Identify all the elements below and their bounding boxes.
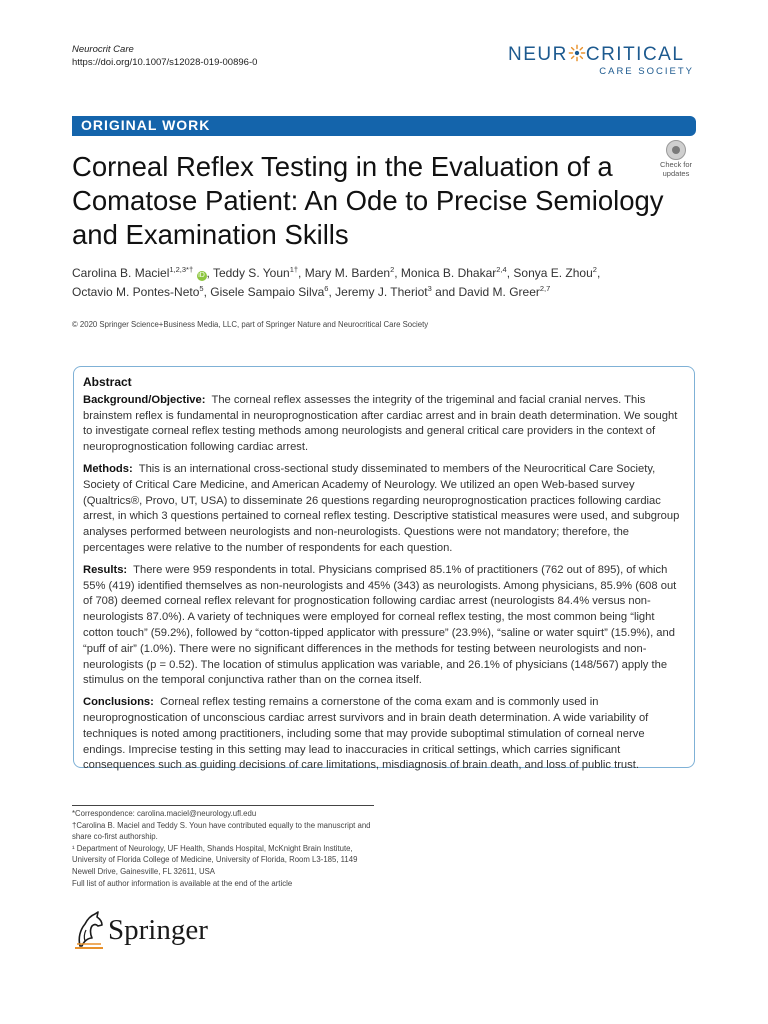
abstract-section-text: This is an international cross-sectional study disseminated to members of the Neurocritical Care Society, Society of Critical Care Medicine, and American Academy of Neurology. We utilized an open Web-based survey (Qualtrics®, Provo, UT, USA) to disseminate 26 questions regarding neuroprognostication practices following cardiac arrest, in which 3 questions pertained to corneal reflex testing. Descriptive statistical measures were used, and subgroup analyses performed between neurologists and non-neurologists. Questions were not mandatory; therefore, the percentages were relative to the number of respondents for each question. (83, 462, 680, 554)
starburst-icon (568, 44, 586, 62)
abstract-results (83, 563, 685, 689)
abstract-section-label: Methods: (83, 462, 133, 475)
abstract-section-text: Corneal reflex testing remains a cornerstone of the coma exam and is commonly used in neuroprognostication of unconscious cardiac arrest survivors and in brain death determination. A wide variability of techniques is noted among practitioners, including some that may provide suboptimal stimulation of corneal nerve endings. Imprecise testing in this setting may lead to inaccuracies in critical settings, which carries significant consequences such as guiding decisions of care limitations, misdiagnosis of brain death, and loss of public trust. (83, 696, 649, 772)
neurocritical-care-society-logo (508, 44, 698, 80)
copyright-line: © 2020 Springer Science+Business Media, LLC, part of Springer Nature and Neurocritical Care Society (72, 320, 429, 329)
journal-name: Neurocrit Care (72, 44, 134, 55)
author-affiliation: 1† (289, 265, 299, 274)
abstract-methods (83, 462, 685, 557)
springer-wordmark: Springer (108, 914, 208, 946)
check-for-updates-icon (666, 140, 686, 160)
affiliation-footnote: ¹ Department of Neurology, UF Health, Shands Hospital, McKnight Brain Institute, University of Florida College of Medicine, University of Florida, Room L3-185, 1149 Newell Drive, Gainesville, FL 32611, USA (72, 843, 358, 876)
abstract-section-label: Background/Objective: (83, 393, 206, 406)
author-affiliation: 2,4 (496, 265, 507, 274)
author-info-footnote: Full list of author information is available at the end of the article (72, 878, 293, 888)
article-title: Corneal Reflex Testing in the Evaluation of a Comatose Patient: An Ode to Precise Semiology and Examination Skills (72, 151, 664, 250)
abstract-conclusions (83, 695, 685, 774)
author-affiliation: 1,2,3*† (169, 265, 194, 274)
abstract-box (73, 366, 695, 772)
springer-horse-icon (72, 910, 106, 950)
author-name[interactable]: Mary M. Barden (304, 266, 391, 280)
abstract-section-text: There were 959 respondents in total. Physicians comprised 85.1% of practitioners (762 out of 895), of which 55% (419) identified themselves as non-neurologists and 45% (343) as neurologists. Among physicians, 85.9% (608 out of 708) deemed corneal reflex relevant for prognostication following cardiac arrest (neurologists 84.4% versus non-neurologists 87.0%). A variety of techniques were employed for corneal reflex testing, the most common being “light cotton touch” (59.2%), followed by “cotton-tipped applicator with pressure” (23.9%), “saline or water squirt” (15.9%), and “puff of air” (1.0%). There were no significant differences in the methods for testing between neurologists and non-neurologists (p = 0.52). The location of stimulus application was variable, and 26.1% of physicians (148/567) apply the stimulus on the temporal conjunctiva rather than on the cornea itself. (83, 563, 677, 687)
author-name[interactable]: Carolina B. Maciel (72, 266, 170, 280)
author-name[interactable]: David M. Greer (458, 285, 540, 299)
author-affiliation: 6 (324, 284, 329, 293)
co-first-author-footnote: †Carolina B. Maciel and Teddy S. Youn have contributed equally to the manuscript and share co-first authorship. (72, 820, 371, 842)
section-label-bar (72, 116, 696, 136)
orcid-icon[interactable]: iD (198, 272, 205, 279)
check-for-updates-badge[interactable] (657, 140, 695, 180)
author-name[interactable]: Monica B. Dhakar (400, 266, 497, 280)
abstract-background (83, 393, 685, 456)
author-name[interactable]: Jeremy J. Theriot (335, 285, 428, 299)
abstract-section-label: Conclusions: (83, 696, 154, 709)
section-label: ORIGINAL WORK (81, 117, 211, 133)
doi-link[interactable]: https://doi.org/10.1007/s12028-019-00896-0 (72, 57, 258, 68)
abstract-heading: Abstract (83, 375, 132, 389)
author-name[interactable]: Sonya E. Zhou (513, 266, 593, 280)
author-list: Carolina B. Maciel$^{1,2,3*\dagger}$ iD , Teddy S. Youn$^{1\dagger}$, Mary M. Barden$^2$, Monica B. Dhakar$^{2,4}$, Sonya E. Zhou$^2$, Octavio M. Pontes-Neto$^5$, Gisele Sampaio Silva$^6$, Jeremy J. Theriot$^3$ and David M. Greer$^{2,7}$ (72, 265, 601, 299)
footnotes (72, 808, 372, 889)
journal-header (72, 43, 257, 69)
author-name[interactable]: Gisele Sampaio Silva (210, 285, 325, 299)
author-affiliation: 2 (390, 265, 395, 274)
author-name[interactable]: Teddy S. Youn (212, 266, 290, 280)
abstract-section-text: The corneal reflex assesses the integrity of the trigeminal and facial cranial nerves. This brainstem reflex is fundamental in neuroprognostication after cardiac arrest and in brain death determination. We sought to investigate corneal reflex testing methods among neurologists and general critical care providers in the context of neuroprognostication following cardiac arrest. (83, 393, 678, 454)
author-affiliation: 3 (427, 284, 432, 293)
check-for-updates-line1: Check for (659, 160, 693, 169)
logo-text-critical: CRITICAL (585, 44, 685, 65)
footnote-divider (72, 805, 374, 806)
springer-logo (72, 910, 232, 950)
check-for-updates-line2: updates (662, 168, 690, 178)
author-affiliation: 5 (199, 284, 204, 293)
logo-text-care-society: CARE SOCIETY (599, 66, 694, 77)
author-affiliation: 2 (592, 265, 597, 274)
author-affiliation: 2,7 (539, 284, 551, 293)
correspondence-footnote[interactable]: *Correspondence: carolina.maciel@neurology.ufl.edu (72, 809, 257, 818)
author-name[interactable]: Octavio M. Pontes-Neto (72, 285, 200, 299)
logo-text-neur: NEUR (508, 44, 568, 65)
abstract-section-label: Results: (83, 563, 128, 576)
authors-conjunction: and (435, 285, 456, 299)
